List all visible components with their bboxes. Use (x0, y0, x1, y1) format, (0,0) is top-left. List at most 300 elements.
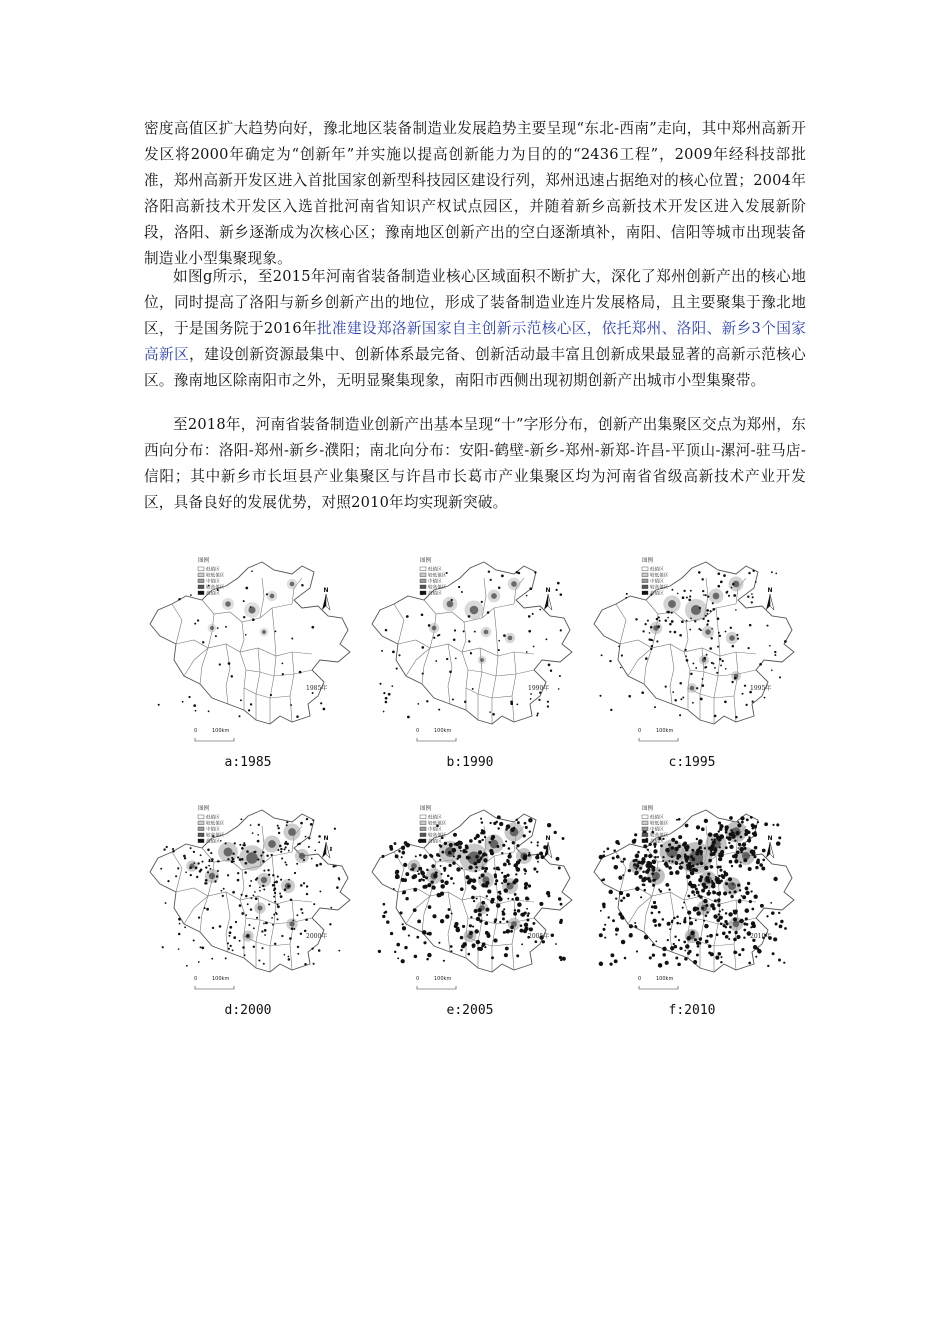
innovation-point (178, 948, 180, 950)
innovation-point (300, 908, 302, 910)
density-core (225, 601, 231, 607)
innovation-point (217, 627, 219, 629)
innovation-point (469, 839, 473, 843)
innovation-point (277, 918, 279, 920)
innovation-point (441, 919, 443, 921)
legend-swatch (420, 839, 426, 843)
innovation-point (660, 844, 663, 847)
legend-item-label: 低值区 (428, 567, 442, 573)
innovation-point (711, 880, 713, 882)
figure-caption: d:2000 (224, 1003, 272, 1018)
innovation-point (748, 572, 750, 574)
innovation-point (277, 904, 279, 906)
map-figure (142, 548, 354, 748)
innovation-point (455, 657, 457, 659)
innovation-point (528, 884, 531, 887)
legend-item-label: 较低值区 (206, 573, 225, 579)
innovation-point (220, 840, 222, 842)
innovation-point (657, 856, 659, 858)
innovation-point (440, 873, 442, 875)
innovation-point (676, 922, 679, 925)
innovation-point (783, 962, 785, 964)
innovation-point (658, 616, 660, 618)
innovation-point (481, 867, 484, 870)
north-arrow-icon (322, 594, 326, 610)
innovation-point (649, 956, 652, 959)
innovation-point (313, 963, 315, 965)
map-year-label: 2000年 (306, 933, 328, 940)
innovation-point (539, 852, 543, 856)
innovation-point (294, 872, 296, 874)
innovation-point (232, 858, 235, 861)
innovation-point (678, 818, 681, 821)
innovation-point (393, 888, 395, 890)
innovation-point (618, 646, 620, 648)
innovation-point (734, 931, 737, 934)
legend-title: 图例 (642, 806, 654, 812)
innovation-point (296, 715, 299, 718)
innovation-point (486, 914, 488, 916)
north-label: N (767, 835, 773, 842)
innovation-point (437, 635, 439, 637)
north-label: N (323, 587, 329, 594)
innovation-point (708, 951, 711, 954)
innovation-point (731, 895, 733, 897)
innovation-point (299, 671, 302, 674)
innovation-point (560, 919, 563, 922)
innovation-point (503, 908, 505, 910)
innovation-point (232, 949, 234, 951)
innovation-point (696, 825, 700, 829)
innovation-point (622, 861, 624, 863)
innovation-point (165, 902, 167, 904)
innovation-point (745, 829, 749, 833)
innovation-point (704, 819, 708, 823)
innovation-point (687, 911, 691, 915)
innovation-point (525, 897, 529, 901)
north-arrow-icon (770, 594, 774, 610)
innovation-point (536, 854, 539, 857)
innovation-point (485, 881, 489, 885)
innovation-point (653, 849, 657, 853)
legend-swatch (642, 567, 648, 571)
innovation-point (668, 888, 670, 890)
innovation-point (637, 851, 640, 854)
innovation-point (491, 898, 494, 901)
innovation-point (280, 879, 282, 881)
innovation-point (237, 856, 239, 858)
innovation-point (284, 888, 287, 891)
innovation-point (494, 873, 497, 876)
innovation-point (529, 927, 533, 931)
innovation-point (503, 634, 506, 637)
innovation-point (657, 625, 660, 628)
legend-item-label: 高值区 (206, 591, 220, 597)
innovation-point (769, 645, 771, 647)
innovation-point (737, 823, 741, 827)
innovation-point (669, 871, 673, 875)
innovation-point (662, 856, 664, 858)
innovation-point (730, 829, 733, 832)
innovation-point (643, 884, 646, 887)
density-core (209, 873, 215, 879)
scale-bar (194, 728, 234, 741)
north-arrow-icon (322, 842, 326, 858)
innovation-point (642, 870, 645, 873)
innovation-point (599, 933, 603, 937)
north-label: N (323, 835, 329, 842)
innovation-point (703, 885, 707, 889)
scale-bar-line (417, 986, 456, 989)
innovation-point (665, 619, 668, 622)
innovation-point (747, 838, 751, 842)
innovation-point (278, 832, 280, 834)
innovation-point (600, 910, 602, 912)
innovation-point (670, 846, 674, 850)
innovation-point (284, 848, 286, 850)
innovation-point (705, 594, 707, 596)
legend-swatch (198, 585, 204, 589)
innovation-point (413, 874, 417, 878)
innovation-point (639, 867, 642, 870)
innovation-point (260, 854, 262, 856)
innovation-point (700, 937, 702, 939)
innovation-point (692, 702, 694, 704)
innovation-point (441, 851, 444, 854)
innovation-point (183, 855, 186, 858)
legend-item-label: 低值区 (650, 567, 664, 573)
innovation-point (273, 889, 275, 891)
innovation-point (599, 695, 601, 697)
map-panel-c (586, 548, 798, 773)
innovation-point (312, 819, 314, 821)
innovation-point (228, 948, 230, 950)
innovation-point (745, 704, 747, 706)
innovation-point (744, 832, 748, 836)
innovation-point (431, 881, 434, 884)
innovation-point (391, 685, 393, 687)
innovation-point (709, 934, 713, 938)
innovation-point (675, 957, 678, 960)
innovation-point (510, 828, 514, 832)
north-arrow-icon (766, 842, 770, 858)
legend-swatch (420, 567, 426, 571)
innovation-point (249, 885, 251, 887)
innovation-point (444, 881, 448, 885)
innovation-point (271, 917, 273, 919)
innovation-point (502, 910, 505, 913)
innovation-point (402, 851, 406, 855)
innovation-point (641, 691, 644, 694)
innovation-point (480, 832, 483, 835)
innovation-point (407, 716, 410, 719)
innovation-point (250, 606, 252, 608)
innovation-point (250, 824, 252, 826)
innovation-point (493, 822, 496, 825)
innovation-point (208, 860, 210, 862)
innovation-point (682, 697, 684, 699)
innovation-point (679, 714, 681, 716)
innovation-point (516, 704, 518, 706)
innovation-point (610, 953, 614, 957)
innovation-point (683, 841, 687, 845)
innovation-point (659, 620, 661, 622)
innovation-point (422, 646, 425, 649)
innovation-point (709, 647, 712, 650)
innovation-point (271, 854, 273, 856)
innovation-point (423, 855, 427, 859)
map-figure (586, 796, 798, 996)
innovation-point (312, 692, 314, 694)
map-year-label: 2010年 (750, 933, 772, 940)
innovation-point (300, 884, 303, 887)
innovation-point (711, 866, 713, 868)
innovation-point (732, 855, 735, 858)
innovation-point (717, 952, 719, 954)
innovation-point (253, 946, 255, 948)
innovation-point (453, 833, 457, 837)
innovation-point (329, 923, 331, 925)
innovation-point (635, 618, 637, 620)
innovation-point (690, 855, 693, 858)
innovation-point (614, 865, 619, 870)
legend-swatch (642, 579, 648, 583)
innovation-point (778, 836, 781, 839)
innovation-point (720, 961, 722, 963)
figure-row-2 (142, 796, 808, 1021)
innovation-point (647, 620, 649, 622)
innovation-point (607, 916, 609, 918)
innovation-point (715, 956, 719, 960)
innovation-point (245, 914, 247, 916)
innovation-point (722, 909, 724, 911)
innovation-point (239, 940, 241, 942)
innovation-point (671, 589, 673, 591)
innovation-point (193, 851, 195, 853)
innovation-point (421, 614, 424, 617)
innovation-point (547, 823, 551, 827)
legend-swatch (420, 591, 426, 595)
innovation-point (411, 868, 414, 871)
innovation-point (277, 905, 280, 908)
innovation-point (720, 922, 723, 925)
innovation-point (526, 651, 528, 653)
legend-swatch (198, 815, 204, 819)
innovation-point (711, 884, 716, 889)
innovation-point (401, 846, 405, 850)
innovation-point (465, 875, 469, 879)
innovation-point (382, 915, 385, 918)
legend-item-label: 低值区 (650, 815, 664, 821)
innovation-point (452, 698, 454, 700)
innovation-point (750, 926, 752, 928)
innovation-point (675, 861, 678, 864)
legend-title: 图例 (198, 806, 210, 812)
legend-swatch (420, 821, 426, 825)
legend-title: 图例 (420, 806, 432, 812)
innovation-point (703, 920, 705, 922)
map-figure (142, 796, 354, 996)
legend-swatch (420, 833, 426, 837)
innovation-point (698, 894, 701, 897)
legend-item-label: 中值区 (206, 579, 220, 585)
innovation-point (458, 845, 462, 849)
innovation-point (489, 822, 491, 824)
innovation-point (429, 854, 432, 857)
innovation-point (687, 844, 689, 846)
innovation-point (451, 599, 453, 601)
innovation-point (741, 948, 744, 951)
innovation-point (538, 699, 540, 701)
innovation-point (534, 940, 537, 943)
link-text[interactable]: 批准建设郑洛新国家自主创新示范核心区，依托郑州、洛阳、新乡3个国家高新区 (144, 320, 806, 363)
innovation-point (520, 913, 523, 916)
innovation-point (385, 701, 388, 704)
innovation-point (498, 640, 500, 642)
innovation-point (250, 703, 252, 705)
innovation-point (266, 854, 268, 856)
innovation-point (623, 858, 626, 861)
innovation-point (305, 836, 307, 838)
innovation-point (398, 654, 400, 656)
innovation-point (682, 907, 684, 909)
innovation-point (205, 879, 208, 882)
innovation-point (492, 713, 495, 716)
innovation-point (551, 934, 555, 938)
innovation-point (453, 855, 455, 857)
innovation-point (725, 831, 728, 834)
innovation-point (704, 924, 708, 928)
innovation-point (542, 940, 545, 943)
innovation-point (658, 963, 663, 968)
innovation-point (279, 845, 282, 848)
innovation-point (496, 845, 499, 848)
innovation-point (313, 903, 315, 905)
innovation-point (671, 855, 674, 858)
innovation-point (736, 634, 738, 636)
innovation-point (306, 818, 308, 820)
innovation-point (677, 593, 679, 595)
innovation-point (514, 878, 519, 883)
innovation-point (738, 843, 741, 846)
innovation-point (238, 715, 240, 717)
innovation-point (511, 898, 513, 900)
innovation-point (743, 937, 745, 939)
innovation-point (725, 668, 727, 670)
innovation-point (250, 897, 252, 899)
innovation-point (652, 868, 656, 872)
innovation-point (438, 855, 440, 857)
innovation-point (435, 660, 437, 662)
innovation-point (700, 861, 704, 865)
map-legend (642, 556, 669, 596)
innovation-point (284, 861, 286, 863)
innovation-point (702, 618, 704, 620)
innovation-point (537, 841, 539, 843)
innovation-point (735, 609, 737, 611)
innovation-point (468, 865, 472, 869)
innovation-point (556, 857, 560, 861)
innovation-point (738, 953, 741, 956)
innovation-point (651, 905, 654, 908)
text-segment: 至2018年，河南省装备制造业创新产出基本呈现“十”字形分布，创新产出集聚区交点为郑州，东西向分布：洛阳-郑州-新乡-濮阳；南北向分布：安阳-鹤壁-新乡-郑州-新郑-许昌-平顶山-漯河-驻马店-信阳；其中新乡市长垣县产业集聚区与许昌市长葛市产业集聚区均为河南省省级高新技术产业开发区，具备良好的发展优势，对照2010年均实现新突破。 (144, 416, 806, 511)
innovation-point (541, 855, 545, 859)
innovation-point (525, 826, 528, 829)
innovation-point (256, 917, 258, 919)
innovation-point (676, 916, 679, 919)
innovation-point (333, 865, 336, 868)
innovation-point (485, 908, 489, 912)
innovation-point (771, 911, 775, 915)
innovation-point (427, 953, 431, 957)
innovation-point (702, 590, 704, 592)
innovation-point (502, 917, 505, 920)
innovation-point (394, 842, 397, 845)
innovation-point (735, 951, 738, 954)
innovation-point (320, 702, 322, 704)
innovation-point (731, 865, 733, 867)
innovation-point (555, 589, 557, 591)
innovation-point (214, 880, 216, 882)
density-core (508, 636, 513, 641)
innovation-point (529, 830, 531, 832)
innovation-point (716, 918, 720, 922)
innovation-point (268, 874, 270, 876)
innovation-point (533, 646, 535, 648)
scale-bar (416, 728, 456, 741)
innovation-point (729, 816, 733, 820)
innovation-point (628, 695, 631, 698)
innovation-point (700, 698, 702, 700)
innovation-point (728, 595, 730, 597)
innovation-point (516, 844, 519, 847)
innovation-point (503, 863, 507, 867)
innovation-point (651, 872, 654, 875)
innovation-point (558, 688, 560, 690)
innovation-point (229, 931, 232, 934)
density-core (690, 686, 694, 690)
innovation-point (655, 940, 657, 942)
innovation-point (396, 668, 398, 670)
innovation-point (258, 824, 260, 826)
innovation-point (497, 895, 502, 900)
innovation-point (461, 591, 463, 593)
innovation-point (537, 713, 539, 715)
innovation-point (644, 935, 649, 940)
innovation-point (681, 620, 684, 623)
innovation-point (706, 624, 708, 626)
innovation-point (674, 935, 676, 937)
innovation-point (419, 854, 422, 857)
innovation-point (464, 701, 466, 703)
innovation-point (642, 630, 644, 632)
innovation-point (689, 881, 692, 884)
innovation-point (503, 931, 506, 934)
innovation-point (392, 651, 395, 654)
innovation-point (402, 923, 404, 925)
legend-item-label: 较高值区 (206, 833, 225, 839)
innovation-point (288, 958, 291, 961)
innovation-point (719, 846, 721, 848)
innovation-point (443, 960, 445, 962)
innovation-point (679, 947, 682, 950)
innovation-point (716, 933, 719, 936)
legend-swatch (198, 827, 204, 831)
innovation-point (689, 921, 693, 925)
innovation-point (474, 631, 476, 633)
innovation-point (736, 935, 740, 939)
innovation-point (559, 675, 561, 677)
